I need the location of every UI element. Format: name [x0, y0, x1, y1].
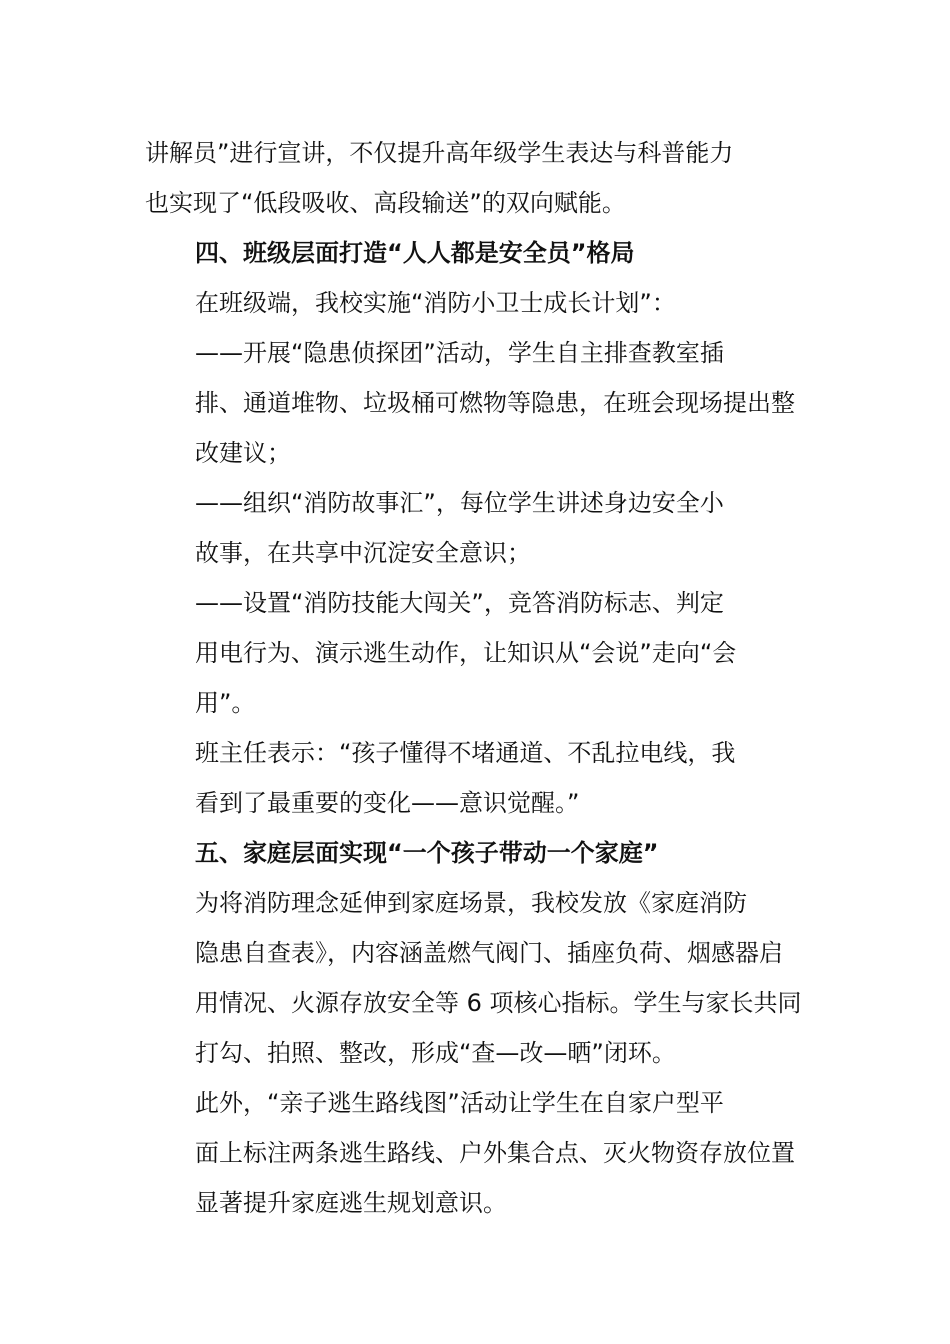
list-paragraph: [145, 478, 810, 578]
heading-text: 四、班级层面打造“人人都是安全员”格局: [195, 239, 635, 267]
text-line: 打勾、拍照、整改，形成“查—改—晒”闭环。: [195, 1039, 676, 1067]
text-line: 此外，“亲子逃生路线图”活动让学生在自家户型平: [195, 1089, 724, 1117]
text-line: 用电行为、演示逃生动作，让知识从“会说”走向“会: [195, 639, 737, 667]
text-line: 隐患自查表》，内容涵盖燃气阀门、插座负荷、烟感器启: [195, 939, 783, 967]
section-heading-4: [145, 228, 810, 278]
text-line: 在班级端，我校实施“消防小卫士成长计划”：: [195, 289, 676, 317]
text-line: ——设置“消防技能大闯关”，竞答消防标志、判定: [195, 589, 724, 617]
text-line: ——开展“隐患侦探团”活动，学生自主排查教室插: [195, 339, 724, 367]
paragraph-continuation: [145, 128, 810, 228]
text-line: 面上标注两条逃生路线、户外集合点、灭火物资存放位置: [195, 1139, 795, 1167]
text-line: 故事，在共享中沉淀安全意识；: [195, 539, 531, 567]
list-paragraph: [145, 328, 810, 478]
text-line: 用”。: [195, 689, 256, 717]
heading-text: 五、家庭层面实现“一个孩子带动一个家庭”: [195, 839, 659, 867]
text-line: 讲解员”进行宣讲，不仅提升高年级学生表达与科普能力: [145, 139, 734, 167]
text-line: 用情况、火源存放安全等 6 项核心指标。学生与家长共同: [195, 989, 802, 1017]
text-line: 看到了最重要的变化——意识觉醒。”: [195, 789, 580, 817]
text-line: 改建议；: [195, 439, 291, 467]
text-line: 为将消防理念延伸到家庭场景，我校发放《家庭消防: [195, 889, 747, 917]
paragraph: [145, 728, 810, 828]
paragraph: [145, 278, 810, 328]
text-line: 也实现了“低段吸收、高段输送”的双向赋能。: [145, 189, 626, 217]
text-line: ——组织“消防故事汇”，每位学生讲述身边安全小: [195, 489, 724, 517]
text-line: 排、通道堆物、垃圾桶可燃物等隐患，在班会现场提出整: [195, 389, 795, 417]
document-body: [145, 128, 810, 1228]
list-paragraph: [145, 578, 810, 728]
paragraph: [145, 878, 810, 1078]
text-line: 班主任表示：“孩子懂得不堵通道、不乱拉电线，我: [195, 739, 736, 767]
paragraph: [145, 1078, 810, 1228]
text-line: 显著提升家庭逃生规划意识。: [195, 1189, 507, 1217]
section-heading-5: [145, 828, 810, 878]
